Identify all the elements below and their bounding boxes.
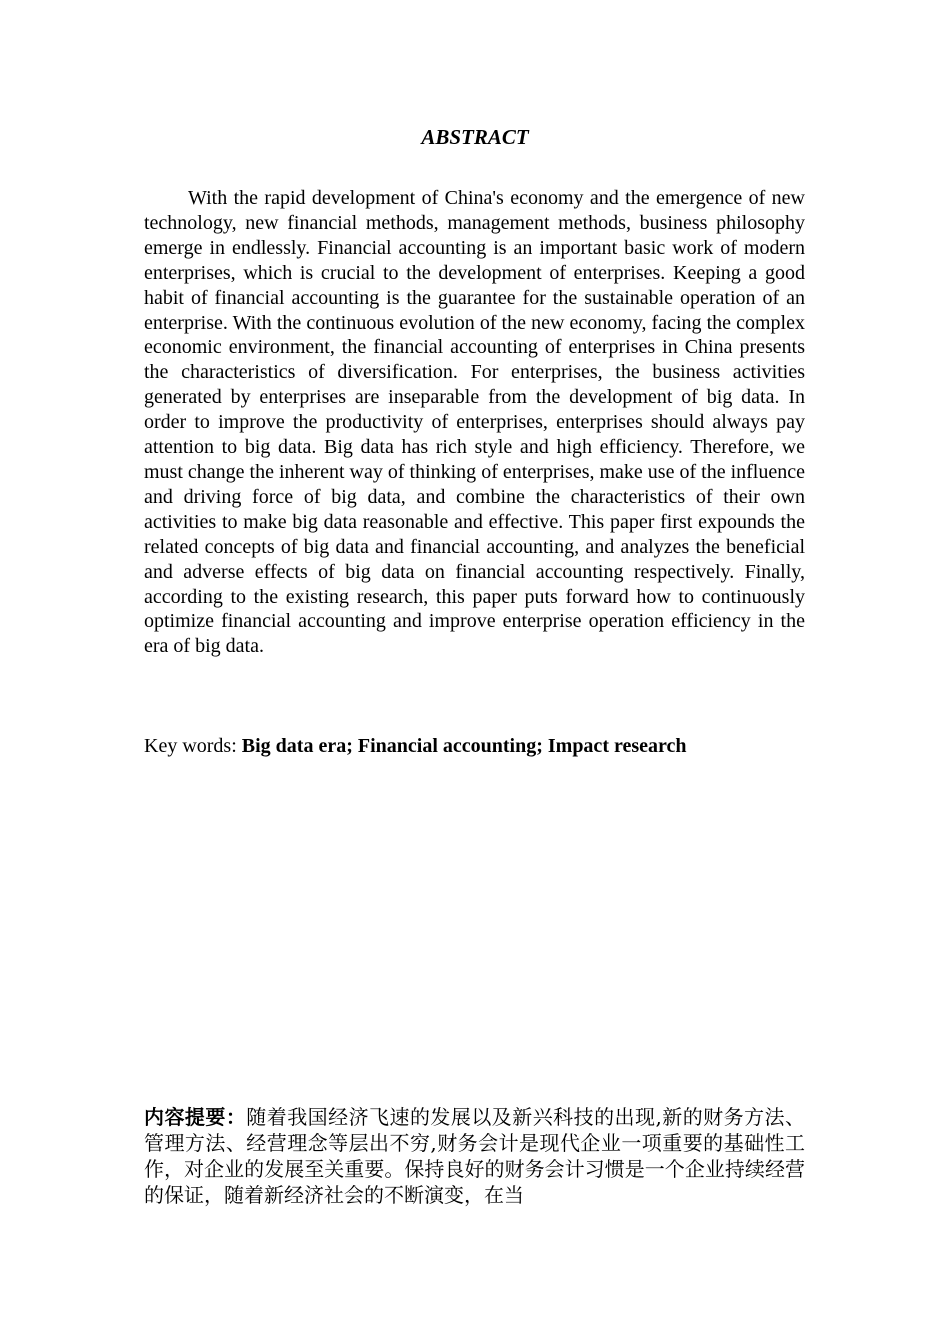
abstract-title: ABSTRACT [421, 125, 529, 149]
chinese-summary [144, 1104, 805, 1208]
chinese-summary-label: 内容提要： [144, 1105, 247, 1129]
keywords-line [144, 733, 805, 759]
keywords-value: Big data era; Financial accounting; Impact research [241, 735, 687, 757]
keywords-label: Key words: [144, 735, 242, 757]
abstract-body: With the rapid development of China's economy and the emergence of new technology, new financial methods, management methods, business philosophy emerge in endlessly. Financial accounting is an important basic work of modern enterprises, which is crucial to the development of enterprises. Keeping a good habit of financial accounting is the guarantee for the sustainable operation of an enterprise. With the continuous evolution of the new economy, facing the complex economic environment, the financial accounting of enterprises in China presents the characteristics of diversification. For enterprises, the business activities generated by enterprises are inseparable from the development of big data. In order to improve the productivity of enterprises, enterprises should always pay attention to big data. Big data has rich style and high efficiency. Therefore, we must change the inherent way of thinking of enterprises, make use of the influence and driving force of big data, and combine the characteristics of their own activities to make big data reasonable and effective. This paper first expounds the related concepts of big data and financial accounting, and analyzes the beneficial and adverse effects of big data on financial accounting respectively. Finally, according to the existing research, this paper puts forward how to continuously optimize financial accounting and improve enterprise operation efficiency in the era of big data. [144, 187, 805, 658]
chinese-summary-text: 随着我国经济飞速的发展以及新兴科技的出现,新的财务方法、管理方法、经营理念等层出不穷,财务会计是现代企业一项重要的基础性工作，对企业的发展至关重要。保持良好的财务会计习惯是一个企业持续经营的保证，随着新经济社会的不断演变，在当 [144, 1105, 806, 1207]
